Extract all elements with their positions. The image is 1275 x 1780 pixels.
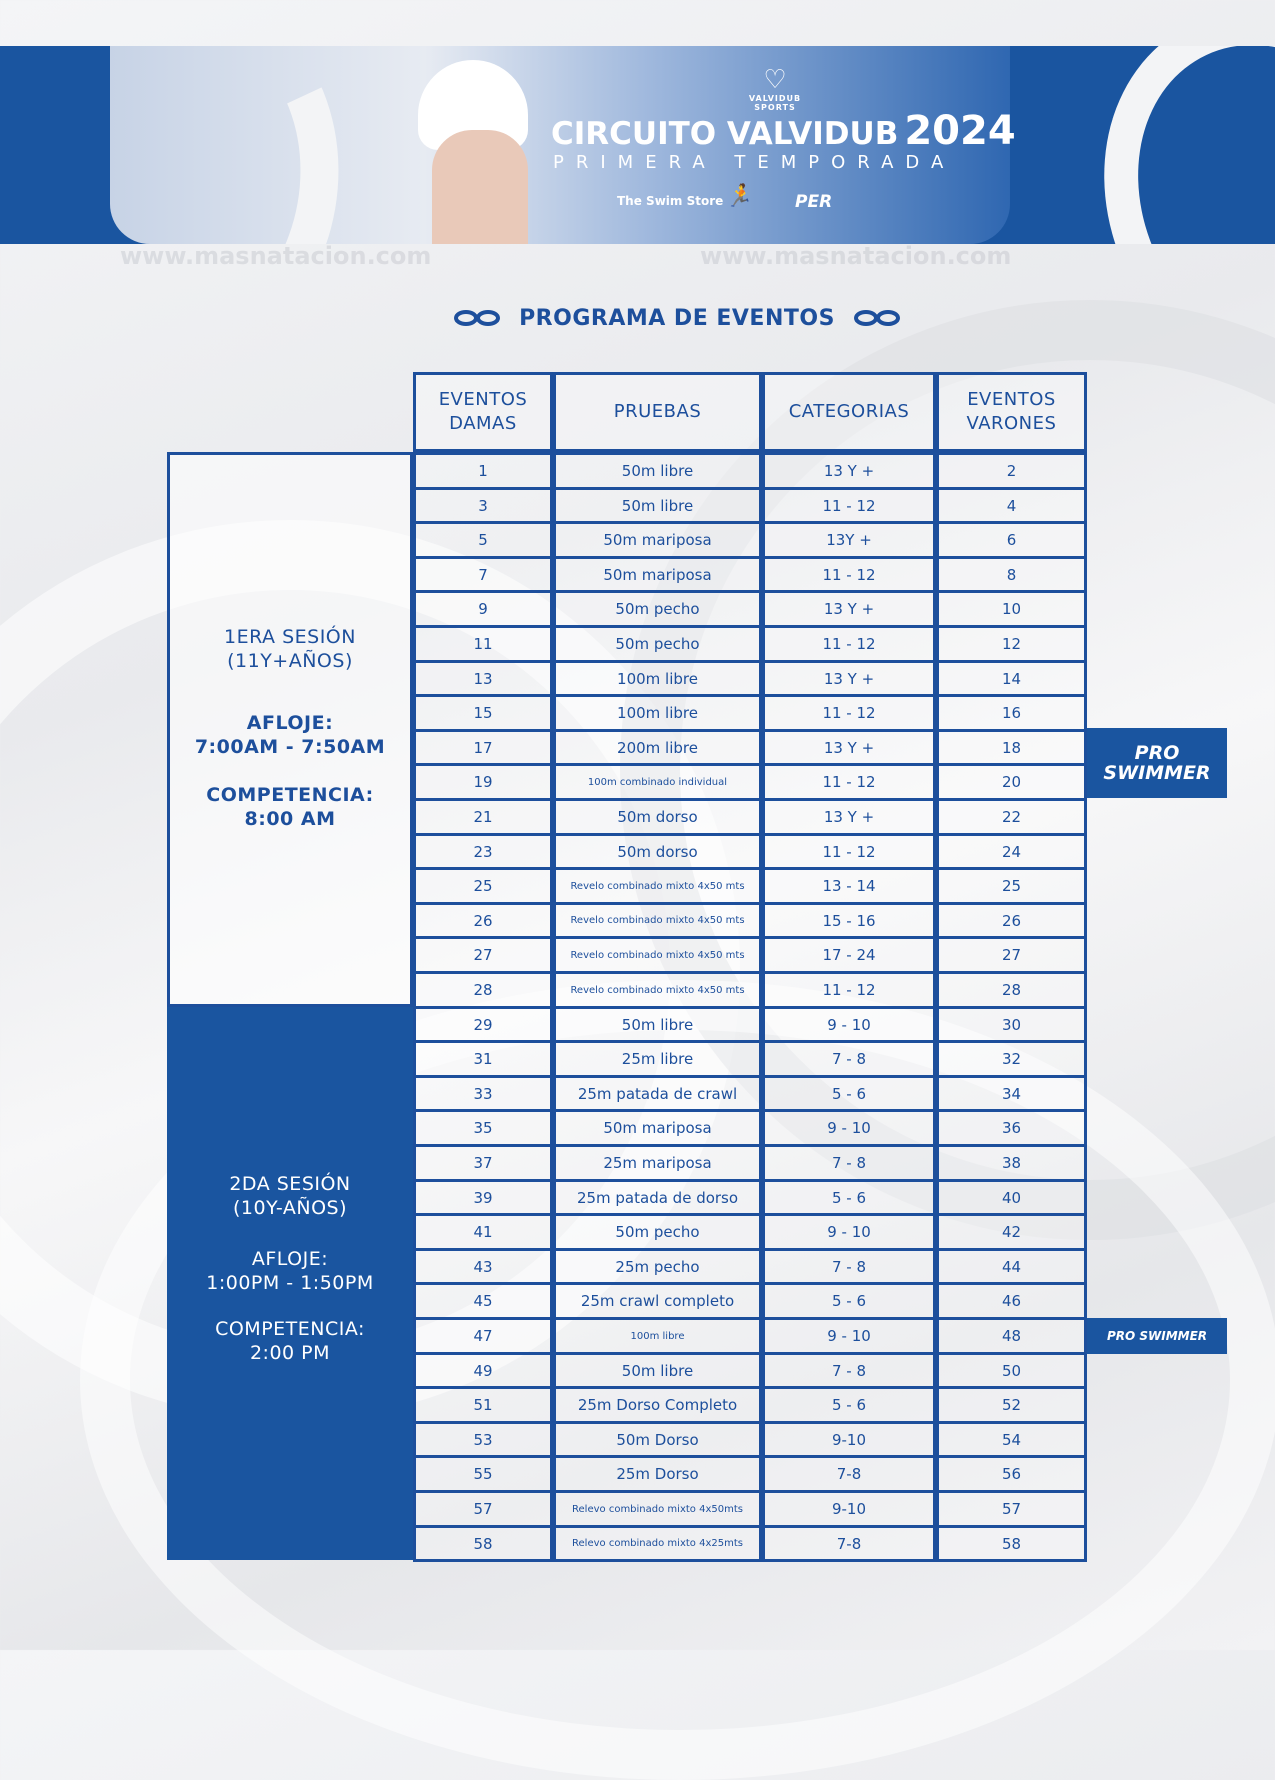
cell-eventos-varones: 27 bbox=[936, 936, 1087, 974]
cell-categoria: 13 Y + bbox=[762, 590, 936, 628]
event-title-text: CIRCUITO VALVIDUB bbox=[551, 116, 899, 152]
cell-eventos-damas: 26 bbox=[413, 902, 553, 939]
program-title bbox=[447, 300, 907, 336]
banner-wave bbox=[1043, 46, 1275, 244]
cell-eventos-damas: 15 bbox=[413, 694, 553, 732]
session-2-competencia bbox=[167, 1317, 413, 1365]
cell-categoria: 11 - 12 bbox=[762, 833, 936, 870]
cell-categoria: 11 - 12 bbox=[762, 556, 936, 593]
cell-eventos-varones: 2 bbox=[936, 452, 1087, 490]
cell-eventos-varones: 38 bbox=[936, 1144, 1087, 1182]
cell-eventos-varones: 42 bbox=[936, 1213, 1087, 1251]
cell-eventos-varones: 40 bbox=[936, 1179, 1087, 1216]
cell-categoria: 9 - 10 bbox=[762, 1213, 936, 1251]
afloje-label: AFLOJE: bbox=[246, 712, 334, 734]
goggles-icon bbox=[453, 308, 501, 328]
cell-eventos-varones: 46 bbox=[936, 1282, 1087, 1320]
afloje-label: AFLOJE: bbox=[251, 1248, 329, 1270]
cell-prueba: 50m libre bbox=[553, 452, 762, 490]
cell-eventos-damas: 5 bbox=[413, 521, 553, 559]
watermark: www.masnatacion.com bbox=[120, 242, 432, 270]
pro-swimmer-label: PRO SWIMMER bbox=[1103, 742, 1211, 784]
cell-prueba: 50m pecho bbox=[553, 590, 762, 628]
cell-prueba: 50m libre bbox=[553, 1352, 762, 1389]
afloje-time: 7:00AM - 7:50AM bbox=[194, 736, 386, 758]
header-eventos-varones-label: EVENTOS VARONES bbox=[966, 389, 1057, 434]
cell-eventos-varones: 12 bbox=[936, 625, 1087, 663]
cell-categoria: 13 Y + bbox=[762, 729, 936, 766]
cell-categoria: 13 Y + bbox=[762, 660, 936, 697]
cell-categoria: 7-8 bbox=[762, 1525, 936, 1562]
cell-prueba: Revelo combinado mixto 4x50 mts bbox=[553, 971, 762, 1009]
cell-categoria: 9-10 bbox=[762, 1421, 936, 1458]
cell-categoria: 17 - 24 bbox=[762, 936, 936, 974]
cell-prueba: 25m Dorso bbox=[553, 1455, 762, 1493]
session-2-title bbox=[167, 1172, 413, 1220]
logo-mark-icon: ♡ bbox=[763, 65, 787, 95]
cell-eventos-varones: 18 bbox=[936, 729, 1087, 766]
session-1-ages: (11Y+AÑOS) bbox=[227, 650, 353, 672]
cell-categoria: 13Y + bbox=[762, 521, 936, 559]
cell-eventos-varones: 52 bbox=[936, 1386, 1087, 1424]
session-1-name: 1ERA SESIÓN bbox=[224, 626, 356, 648]
header-pruebas-label: PRUEBAS bbox=[613, 401, 702, 422]
cell-prueba: Revelo combinado mixto 4x50 mts bbox=[553, 867, 762, 905]
cell-categoria: 7 - 8 bbox=[762, 1144, 936, 1182]
competencia-label: COMPETENCIA: bbox=[215, 1318, 365, 1340]
cell-eventos-damas: 31 bbox=[413, 1040, 553, 1078]
cell-eventos-varones: 32 bbox=[936, 1040, 1087, 1078]
cell-eventos-varones: 24 bbox=[936, 833, 1087, 870]
header-eventos-varones bbox=[936, 372, 1087, 452]
cell-prueba: Revelo combinado mixto 4x50 mts bbox=[553, 936, 762, 974]
cell-prueba: 50m pecho bbox=[553, 625, 762, 663]
program-title-text: PROGRAMA DE EVENTOS bbox=[519, 305, 835, 331]
cell-eventos-varones: 34 bbox=[936, 1075, 1087, 1112]
header-categorias-label: CATEGORIAS bbox=[788, 401, 910, 422]
cell-categoria: 11 - 12 bbox=[762, 971, 936, 1009]
cell-eventos-damas: 43 bbox=[413, 1248, 553, 1285]
cell-categoria: 5 - 6 bbox=[762, 1282, 936, 1320]
session-2-ages: (10Y-AÑOS) bbox=[232, 1197, 348, 1219]
cell-prueba: 25m mariposa bbox=[553, 1144, 762, 1182]
cell-eventos-damas: 25 bbox=[413, 867, 553, 905]
cell-categoria: 7 - 8 bbox=[762, 1040, 936, 1078]
cell-eventos-varones: 26 bbox=[936, 902, 1087, 939]
swimmer-figure bbox=[432, 130, 528, 244]
watermark: www.masnatacion.com bbox=[700, 242, 1012, 270]
header-eventos-damas bbox=[413, 372, 553, 452]
cell-prueba: 50m pecho bbox=[553, 1213, 762, 1251]
cell-categoria: 13 Y + bbox=[762, 452, 936, 490]
cell-eventos-varones: 14 bbox=[936, 660, 1087, 697]
session-1-panel bbox=[167, 452, 413, 1007]
session-2-name: 2DA SESIÓN bbox=[229, 1173, 351, 1195]
cell-prueba: 100m combinado individual bbox=[553, 763, 762, 801]
pro-swimmer-tag bbox=[1087, 728, 1227, 798]
cell-categoria: 7 - 8 bbox=[762, 1352, 936, 1389]
cell-eventos-damas: 35 bbox=[413, 1109, 553, 1147]
event-subtitle: PRIMERA TEMPORADA bbox=[553, 152, 956, 173]
cell-categoria: 9 - 10 bbox=[762, 1317, 936, 1355]
session-1-title bbox=[170, 625, 410, 673]
cell-prueba: 25m libre bbox=[553, 1040, 762, 1078]
cell-categoria: 11 - 12 bbox=[762, 625, 936, 663]
cell-categoria: 5 - 6 bbox=[762, 1179, 936, 1216]
cell-eventos-damas: 39 bbox=[413, 1179, 553, 1216]
header-eventos-damas-label: EVENTOS DAMAS bbox=[438, 389, 528, 434]
cell-prueba: Relevo combinado mixto 4x50mts bbox=[553, 1490, 762, 1528]
pro-swimmer-label: PRO SWIMMER bbox=[1106, 1329, 1208, 1343]
cell-prueba: 50m mariposa bbox=[553, 1109, 762, 1147]
sponsor-per: PER bbox=[795, 192, 833, 212]
cell-categoria: 7-8 bbox=[762, 1455, 936, 1493]
cell-eventos-damas: 19 bbox=[413, 763, 553, 801]
cell-eventos-varones: 44 bbox=[936, 1248, 1087, 1285]
cell-eventos-damas: 13 bbox=[413, 660, 553, 697]
sponsor-swim-store: The Swim Store bbox=[617, 194, 724, 208]
event-title bbox=[551, 108, 1016, 154]
cell-eventos-varones: 28 bbox=[936, 971, 1087, 1009]
logo-text: VALVIDUB SPORTS bbox=[748, 94, 802, 112]
header-pruebas bbox=[553, 372, 762, 452]
cell-eventos-varones: 22 bbox=[936, 798, 1087, 836]
cell-categoria: 9 - 10 bbox=[762, 1109, 936, 1147]
pro-swimmer-tag bbox=[1087, 1318, 1227, 1354]
cell-eventos-damas: 27 bbox=[413, 936, 553, 974]
cell-prueba: Revelo combinado mixto 4x50 mts bbox=[553, 902, 762, 939]
cell-eventos-damas: 11 bbox=[413, 625, 553, 663]
cell-categoria: 9-10 bbox=[762, 1490, 936, 1528]
cell-categoria: 9 - 10 bbox=[762, 1006, 936, 1043]
cell-eventos-damas: 7 bbox=[413, 556, 553, 593]
cell-eventos-varones: 50 bbox=[936, 1352, 1087, 1389]
cell-eventos-varones: 25 bbox=[936, 867, 1087, 905]
cell-eventos-damas: 51 bbox=[413, 1386, 553, 1424]
session-1-afloje bbox=[170, 711, 410, 759]
cell-eventos-varones: 8 bbox=[936, 556, 1087, 593]
cell-categoria: 7 - 8 bbox=[762, 1248, 936, 1285]
event-year: 2024 bbox=[904, 108, 1016, 154]
competencia-time: 8:00 AM bbox=[244, 808, 336, 830]
cell-prueba: 25m Dorso Completo bbox=[553, 1386, 762, 1424]
cell-eventos-varones: 36 bbox=[936, 1109, 1087, 1147]
session-1-competencia bbox=[170, 783, 410, 831]
cell-prueba: 25m patada de crawl bbox=[553, 1075, 762, 1112]
cell-eventos-damas: 29 bbox=[413, 1006, 553, 1043]
cell-prueba: 100m libre bbox=[553, 1317, 762, 1355]
cell-eventos-damas: 3 bbox=[413, 487, 553, 524]
cell-eventos-varones: 4 bbox=[936, 487, 1087, 524]
cell-eventos-damas: 53 bbox=[413, 1421, 553, 1458]
cell-prueba: 50m libre bbox=[553, 1006, 762, 1043]
cell-eventos-varones: 16 bbox=[936, 694, 1087, 732]
cell-prueba: 50m Dorso bbox=[553, 1421, 762, 1458]
cell-prueba: 100m libre bbox=[553, 660, 762, 697]
cell-eventos-varones: 20 bbox=[936, 763, 1087, 801]
cell-prueba: 50m libre bbox=[553, 487, 762, 524]
cell-prueba: 50m mariposa bbox=[553, 556, 762, 593]
afloje-time: 1:00PM - 1:50PM bbox=[206, 1272, 374, 1294]
cell-eventos-damas: 37 bbox=[413, 1144, 553, 1182]
cell-eventos-damas: 17 bbox=[413, 729, 553, 766]
cell-eventos-damas: 28 bbox=[413, 971, 553, 1009]
header-banner bbox=[0, 46, 1275, 244]
cell-prueba: 50m dorso bbox=[553, 833, 762, 870]
cell-eventos-damas: 1 bbox=[413, 452, 553, 490]
cell-eventos-varones: 57 bbox=[936, 1490, 1087, 1528]
cell-eventos-varones: 54 bbox=[936, 1421, 1087, 1458]
cell-categoria: 11 - 12 bbox=[762, 487, 936, 524]
cell-prueba: 50m dorso bbox=[553, 798, 762, 836]
session-2-panel bbox=[167, 1007, 413, 1560]
cell-categoria: 5 - 6 bbox=[762, 1386, 936, 1424]
cell-categoria: 11 - 12 bbox=[762, 694, 936, 732]
goggles-icon bbox=[853, 308, 901, 328]
cell-eventos-damas: 47 bbox=[413, 1317, 553, 1355]
cell-eventos-varones: 10 bbox=[936, 590, 1087, 628]
cell-prueba: Relevo combinado mixto 4x25mts bbox=[553, 1525, 762, 1562]
cell-prueba: 25m pecho bbox=[553, 1248, 762, 1285]
cell-eventos-varones: 48 bbox=[936, 1317, 1087, 1355]
cell-eventos-damas: 9 bbox=[413, 590, 553, 628]
cell-prueba: 25m patada de dorso bbox=[553, 1179, 762, 1216]
cell-eventos-damas: 58 bbox=[413, 1525, 553, 1562]
cell-eventos-damas: 23 bbox=[413, 833, 553, 870]
cell-eventos-varones: 30 bbox=[936, 1006, 1087, 1043]
cell-categoria: 15 - 16 bbox=[762, 902, 936, 939]
cell-eventos-damas: 21 bbox=[413, 798, 553, 836]
cell-eventos-varones: 56 bbox=[936, 1455, 1087, 1493]
cell-prueba: 200m libre bbox=[553, 729, 762, 766]
cell-categoria: 5 - 6 bbox=[762, 1075, 936, 1112]
competencia-label: COMPETENCIA: bbox=[206, 784, 374, 806]
cell-eventos-varones: 58 bbox=[936, 1525, 1087, 1562]
cell-categoria: 11 - 12 bbox=[762, 763, 936, 801]
cell-eventos-damas: 33 bbox=[413, 1075, 553, 1112]
cell-categoria: 13 - 14 bbox=[762, 867, 936, 905]
session-2-afloje bbox=[167, 1247, 413, 1295]
sponsor-runner-logo: 🏃 bbox=[725, 184, 753, 209]
cell-prueba: 25m crawl completo bbox=[553, 1282, 762, 1320]
cell-eventos-damas: 57 bbox=[413, 1490, 553, 1528]
cell-categoria: 13 Y + bbox=[762, 798, 936, 836]
header-categorias bbox=[762, 372, 936, 452]
valvidub-logo bbox=[735, 66, 815, 112]
cell-eventos-varones: 6 bbox=[936, 521, 1087, 559]
cell-eventos-damas: 45 bbox=[413, 1282, 553, 1320]
cell-eventos-damas: 49 bbox=[413, 1352, 553, 1389]
cell-prueba: 100m libre bbox=[553, 694, 762, 732]
cell-prueba: 50m mariposa bbox=[553, 521, 762, 559]
cell-eventos-damas: 41 bbox=[413, 1213, 553, 1251]
competencia-time: 2:00 PM bbox=[249, 1342, 331, 1364]
cell-eventos-damas: 55 bbox=[413, 1455, 553, 1493]
